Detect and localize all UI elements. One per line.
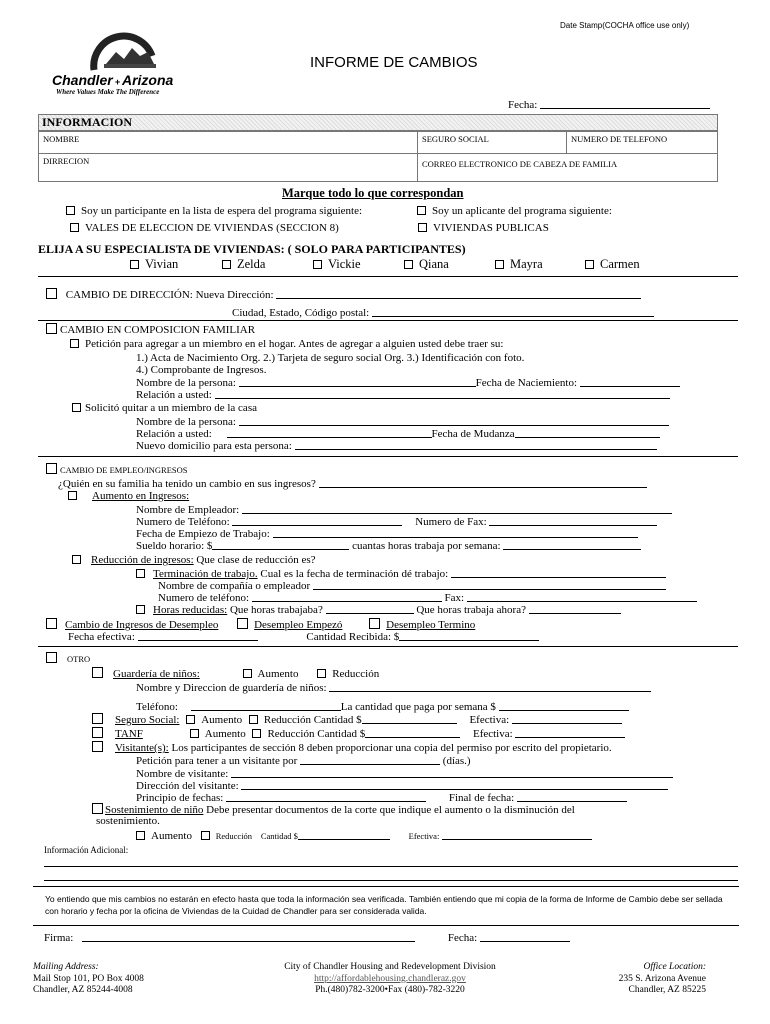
logo-wordmark — [52, 72, 173, 88]
fax2-label: Fax: — [444, 592, 465, 604]
quitar-row[interactable] — [72, 402, 257, 414]
seguro-efectiva-label: Efectiva: — [469, 714, 510, 726]
guarderia-telefono-row — [136, 700, 629, 713]
specialist-qiana[interactable] — [404, 257, 449, 272]
sueldo-field[interactable] — [212, 539, 349, 550]
reduccion-checkbox[interactable] — [72, 555, 81, 564]
direccion-label: CAMBIO DE DIRECCIÓN: — [65, 289, 193, 301]
programa-aplicante[interactable] — [417, 205, 612, 217]
nombre-persona2-label: Nombre de la persona: — [136, 416, 236, 428]
mudanza-label: Fecha de Mudanza — [431, 428, 515, 440]
desempleo-termino-checkbox[interactable] — [369, 618, 380, 629]
vales-label: VALES DE ELECCION DE VIVIENDAS (SECCION 8) — [85, 222, 339, 234]
quien-row — [58, 477, 647, 490]
fecha-field[interactable] — [540, 108, 710, 109]
mayra-label: Mayra — [510, 257, 543, 271]
guarderia-nombre-label: Nombre y Direccion de guardería de niños: — [136, 682, 327, 694]
aplicante-checkbox[interactable] — [417, 206, 426, 215]
office-line1: 235 S. Arizona Avenue — [618, 973, 706, 984]
sostenimiento-efectiva-field[interactable] — [442, 829, 592, 840]
terminacion-label: Terminación de trabajo. — [153, 568, 258, 580]
efectiva-row — [68, 630, 539, 643]
empleador-field[interactable] — [242, 503, 672, 514]
informacion-header: INFORMACION — [38, 114, 718, 131]
espera-checkbox[interactable] — [66, 206, 75, 215]
composicion-checkbox[interactable] — [46, 323, 57, 334]
docs-line2: 4.) Comprobante de Ingresos. — [136, 364, 267, 376]
empleador-label: Nombre de Empleador: — [136, 504, 240, 516]
otro-checkbox[interactable] — [46, 652, 57, 663]
vivian-checkbox[interactable] — [130, 260, 139, 269]
visitante-row[interactable] — [92, 741, 612, 754]
quien-label: ¿Quién en su familia ha tenido un cambio en sus ingresos? — [58, 478, 316, 490]
seguro-cantidad-field[interactable] — [362, 713, 457, 724]
direccion-cell[interactable]: DIRRECION — [39, 154, 418, 182]
reduccion-label: Reducción de ingresos: — [91, 554, 194, 566]
nueva-direccion-label: Nueva Dirección: — [195, 289, 274, 301]
trabajaba-label: Que horas trabajaba? — [229, 604, 323, 616]
relacion-row — [136, 388, 670, 401]
firma-label: Firma: — [44, 932, 74, 944]
office-location — [619, 962, 706, 997]
guarderia-telefono-field[interactable] — [191, 700, 341, 711]
relacion2-field[interactable] — [227, 427, 432, 438]
qiana-checkbox[interactable] — [404, 260, 413, 269]
zelda-label: Zelda — [237, 257, 266, 271]
mailing-title: Mailing Address: — [33, 962, 99, 972]
compania-label: Nombre de compañía o empleador — [158, 580, 311, 592]
visitante-text: Los participantes de sección 8 deben proporcionar una copia del permiso por escrito del propietario. — [171, 742, 612, 754]
guarderia-checkbox[interactable] — [92, 667, 103, 678]
sostenimiento-reduccion-checkbox[interactable] — [201, 831, 210, 840]
tanf-row[interactable] — [92, 727, 625, 740]
carmen-checkbox[interactable] — [585, 260, 594, 269]
desempleo-termino-label: Desempleo Termino — [386, 619, 476, 631]
logo-tagline: Where Values Make The Difference — [56, 88, 160, 96]
mayra-checkbox[interactable] — [495, 260, 504, 269]
reduccion-row[interactable] — [72, 554, 316, 566]
horas-reducidas-checkbox[interactable] — [136, 605, 145, 614]
programa-publicas[interactable] — [418, 222, 549, 234]
informacion-table — [38, 131, 718, 182]
sostenimiento-text: Debe presentar documentos de la corte que indique el aumento o la disminución del — [206, 804, 575, 816]
relacion-label: Relación a usted: — [136, 389, 212, 401]
logo-separator: + — [114, 77, 120, 87]
horas-semana-label: cuantas horas trabaja por semana: — [352, 540, 501, 552]
trabajaba-field[interactable] — [326, 603, 414, 614]
nombre-visitante-label: Nombre de visitante: — [136, 768, 229, 780]
tanf-efectiva-field[interactable] — [515, 727, 625, 738]
espera-label: Soy un participante en la lista de espera del programa siguiente: — [81, 205, 363, 217]
tanf-aumento-label: Aumento — [204, 728, 246, 740]
docs-line1: 1.) Acta de Nacimiento Org. 2.) Tarjeta de seguro social Org. 3.) Identificación con foto. — [136, 352, 525, 364]
guarderia-telefono-label: Teléfono: — [136, 701, 178, 713]
guarderia-aumento-label: Aumento — [257, 668, 299, 680]
nombre-visitante-field[interactable] — [231, 767, 673, 778]
otro-row[interactable] — [46, 652, 90, 664]
direccion-row[interactable] — [46, 288, 641, 301]
division-name: City of Chandler Housing and Redevelopment Division — [284, 962, 496, 972]
telefono2-label: Numero de teléfono: — [158, 592, 250, 604]
seguro-social-checkbox[interactable] — [92, 713, 103, 724]
info-adicional-line1[interactable] — [44, 866, 738, 867]
vickie-label: Vickie — [328, 257, 361, 271]
logo-emblem-icon — [44, 26, 204, 74]
seguro-social-row[interactable] — [92, 713, 622, 726]
final-label: Final de fecha: — [448, 792, 515, 804]
correo-cell[interactable]: CORREO ELECTRONICO DE CABEZA DE FAMILIA — [418, 154, 718, 182]
nombre-cell[interactable]: NOMBRE — [39, 132, 418, 154]
firma-fecha-label: Fecha: — [447, 932, 478, 944]
qiana-label: Qiana — [419, 257, 449, 271]
ciudad-field[interactable] — [372, 306, 654, 317]
visitante-peticion-row — [136, 754, 471, 767]
visitante-checkbox[interactable] — [92, 741, 103, 752]
compania-field[interactable] — [313, 579, 666, 590]
fecha-label: Fecha: — [508, 99, 538, 111]
mudanza-field[interactable] — [515, 427, 660, 438]
guarderia-nombre-row — [136, 681, 651, 694]
cantidad-paga-label: La cantidad que paga por semana $ — [340, 701, 496, 713]
empleo-label: CAMBIO DE EMPLEO/INGRESOS — [60, 465, 188, 475]
principio-field[interactable] — [226, 791, 426, 802]
footer-center — [240, 962, 540, 997]
chandler-logo — [44, 26, 204, 96]
fax-field[interactable] — [489, 515, 657, 526]
seguro-social-label: Seguro Social: — [115, 714, 180, 726]
sueldo-label: Sueldo horario: $ — [136, 540, 213, 552]
domicilio-label: Nuevo domicilio para esta persona: — [136, 440, 292, 452]
empleo-row[interactable] — [46, 463, 188, 475]
quitar-checkbox[interactable] — [72, 403, 81, 412]
desempleo-label: Cambio de Ingresos de Desempleo — [65, 619, 219, 631]
dir-visitante-field[interactable] — [241, 779, 668, 790]
tanf-checkbox[interactable] — [92, 727, 103, 738]
info-adicional-line2[interactable] — [44, 880, 738, 881]
sostenimiento-row[interactable] — [92, 803, 575, 816]
terminacion-field[interactable] — [451, 567, 666, 578]
tanf-cantidad-field[interactable] — [365, 727, 460, 738]
fax-label: Numero de Fax: — [415, 516, 487, 528]
quien-field[interactable] — [319, 477, 647, 488]
specialist-vickie[interactable] — [313, 257, 361, 272]
office-title: Office Location: — [643, 962, 706, 972]
specialist-carmen[interactable] — [585, 257, 640, 272]
final-field[interactable] — [517, 791, 627, 802]
logo-state: Arizona — [121, 72, 174, 88]
divider — [38, 646, 738, 647]
sostenimiento-reduccion-label: Reducción — [215, 831, 253, 841]
efectiva-label: Fecha efectiva: — [68, 631, 135, 643]
divider — [38, 456, 738, 457]
sostenimiento-opciones-row — [136, 829, 592, 842]
date-stamp-label: Date Stamp(COCHA office use only) — [560, 21, 690, 30]
divider — [38, 320, 738, 321]
guarderia-reduccion-label: Reducción — [332, 668, 380, 680]
fax2-field[interactable] — [467, 591, 697, 602]
guarderia-label: Guardería de niños: — [113, 668, 200, 680]
ahora-field[interactable] — [529, 603, 621, 614]
quitar-label: Solicitó quitar a un miembro de la casa — [85, 402, 257, 414]
telefono-label: Numero de Teléfono: — [136, 516, 230, 528]
firma-fecha-field[interactable] — [480, 931, 570, 942]
tanf-efectiva-label: Efectiva: — [472, 728, 513, 740]
carmen-label: Carmen — [600, 257, 640, 271]
visitante-peticion-label: Petición para tener a un visitante por — [136, 755, 298, 767]
seguro-efectiva-field[interactable] — [512, 713, 622, 724]
seguro-reduccion-label: Reducción — [263, 714, 311, 726]
cual-label: Cual es la fecha de terminación dé trabajo: — [260, 568, 449, 580]
recibida-label: Cantidad Recibida: $ — [306, 631, 400, 643]
sueldo-row — [136, 539, 641, 552]
sostenimiento-checkbox[interactable] — [92, 803, 103, 814]
mailing-address — [33, 962, 144, 997]
otro-label: OTRO — [67, 654, 91, 664]
nueva-direccion-field[interactable] — [276, 288, 641, 299]
firma-row — [44, 931, 570, 944]
horas-reducidas-label: Horas reducidas: — [153, 604, 228, 616]
direccion-checkbox[interactable] — [46, 288, 57, 299]
seguro-social-cell[interactable]: SEGURO SOCIAL — [418, 132, 567, 154]
specialist-vivian[interactable] — [130, 257, 178, 272]
vales-checkbox[interactable] — [70, 223, 79, 232]
tanf-cantidad-label: Cantidad $ — [317, 728, 366, 740]
sostenimiento-cantidad-label: Cantidad $ — [260, 831, 298, 841]
nombre-persona-field[interactable] — [239, 376, 476, 387]
empiezo-field[interactable] — [273, 527, 638, 538]
terminacion-checkbox[interactable] — [136, 569, 145, 578]
seguro-reduccion-checkbox[interactable] — [249, 715, 258, 724]
sostenimiento-text2: sostenimiento. — [96, 815, 160, 827]
publicas-label: VIVIENDAS PUBLICAS — [433, 222, 549, 234]
composicion-row[interactable] — [46, 323, 255, 336]
entiendo-text: Yo entiendo que mis cambios no estarán en efecto hasta que toda la información sea verificada. También entiendo que mi copia de la forma de Informe de Cambio debe ser sellada con horario y fecha por la oficina de Viviendas de la Cuidad de Chandler para ser considerada valida. — [45, 894, 723, 916]
aumento-ingresos-row[interactable] — [68, 490, 189, 502]
fecha-nacimiento-field[interactable] — [580, 376, 680, 387]
cantidad-paga-field[interactable] — [499, 700, 629, 711]
specialist-zelda[interactable] — [222, 257, 265, 272]
tanf-reduccion-label: Reducción — [267, 728, 315, 740]
empiezo-label: Fecha de Empiezo de Trabajo: — [136, 528, 270, 540]
tanf-reduccion-checkbox[interactable] — [252, 729, 261, 738]
nombre-persona2-field[interactable] — [239, 415, 669, 426]
website-link[interactable]: http://affordablehousing.chandleraz.gov — [314, 973, 466, 984]
relacion2-label: Relación a usted: — [136, 428, 212, 440]
composicion-label: CAMBIO EN COMPOSICION FAMILIAR — [60, 324, 256, 336]
specialist-mayra[interactable] — [495, 257, 543, 272]
guarderia-aumento-checkbox[interactable] — [243, 669, 252, 678]
ciudad-label: Ciudad, Estado, Código postal: — [232, 307, 370, 319]
page-title: INFORME DE CAMBIOS — [310, 54, 478, 71]
visitante-label: Visitante(s): — [115, 742, 169, 754]
firma-field[interactable] — [82, 931, 415, 942]
mailing-line2: Chandler, AZ 85244-4008 — [33, 985, 133, 995]
ciudad-row — [232, 306, 654, 319]
aumento-ingresos-label: Aumento en Ingresos: — [92, 490, 190, 502]
relacion-field[interactable] — [215, 388, 670, 399]
clase-label: Que clase de reducción es? — [196, 554, 316, 566]
peticion-checkbox[interactable] — [70, 339, 79, 348]
tanf-label: TANF — [115, 728, 143, 740]
nombre-persona-label: Nombre de la persona: — [136, 377, 236, 389]
telefono-field[interactable] — [232, 515, 402, 526]
domicilio-row — [136, 439, 657, 452]
seguro-cantidad-label: Cantidad $ — [313, 714, 362, 726]
ahora-label: Que horas trabaja ahora? — [416, 604, 526, 616]
desempleo-empezo-checkbox[interactable] — [237, 618, 248, 629]
telefono2-field[interactable] — [252, 591, 442, 602]
desempleo-checkbox[interactable] — [46, 618, 57, 629]
logo-name: Chandler — [52, 72, 113, 88]
domicilio-field[interactable] — [295, 439, 657, 450]
info-adicional-label: Información Adicional: — [44, 845, 129, 855]
visitante-dias-label: (días.) — [442, 755, 471, 767]
guarderia-nombre-field[interactable] — [329, 681, 651, 692]
programa-espera[interactable] — [66, 205, 362, 217]
principio-label: Principio de fechas: — [136, 792, 224, 804]
mailing-line1: Mail Stop 101, PO Box 4008 — [33, 973, 144, 984]
recibida-field[interactable] — [399, 630, 539, 641]
aplicante-label: Soy un aplicante del programa siguiente: — [432, 205, 612, 217]
vivian-label: Vivian — [145, 257, 179, 271]
guarderia-row[interactable] — [92, 667, 379, 680]
sostenimiento-cantidad-field[interactable] — [298, 829, 390, 840]
empleo-checkbox[interactable] — [46, 463, 57, 474]
desempleo-empezo-label: Desempleo Empezó — [254, 619, 343, 631]
telefono-cell[interactable]: NUMERO DE TELEFONO — [567, 132, 718, 154]
divider — [38, 276, 738, 277]
sostenimiento-aumento-checkbox[interactable] — [136, 831, 145, 840]
peticion-row[interactable] — [70, 338, 503, 350]
phone-fax: Ph.(480)782-3200•Fax (480)-782-3220 — [315, 985, 465, 995]
dir-visitante-label: Dirección del visitante: — [136, 780, 239, 792]
sostenimiento-aumento-label: Aumento — [151, 830, 192, 842]
vickie-checkbox[interactable] — [313, 260, 322, 269]
zelda-checkbox[interactable] — [222, 260, 231, 269]
sostenimiento-label: Sostenimiento de niño — [105, 804, 204, 816]
sostenimiento-efectiva-label: Efectiva: — [408, 831, 440, 841]
horas-semana-field[interactable] — [503, 539, 641, 550]
marque-heading: Marque todo lo que correspondan — [282, 186, 464, 200]
efectiva-field[interactable] — [138, 630, 258, 641]
seguro-aumento-checkbox[interactable] — [186, 715, 195, 724]
aumento-ingresos-checkbox[interactable] — [68, 491, 77, 500]
seguro-aumento-label: Aumento — [201, 714, 243, 726]
guarderia-reduccion-checkbox[interactable] — [317, 669, 326, 678]
programa-vales[interactable] — [70, 222, 339, 234]
office-line2: Chandler, AZ 85225 — [628, 985, 706, 995]
informacion-section — [38, 114, 718, 182]
visitante-dias-field[interactable] — [300, 754, 440, 765]
fecha-nacimiento-label: Fecha de Naciemiento: — [475, 377, 578, 389]
publicas-checkbox[interactable] — [418, 223, 427, 232]
peticion-label: Petición para agregar a un miembro en el hogar. Antes de agregar a alguien usted debe traer su: — [85, 338, 504, 350]
horas-reducidas-row[interactable] — [136, 603, 621, 616]
elija-heading: ELIJA A SU ESPECIALISTA DE VIVIENDAS: ( SOLO PARA PARTICIPANTES) — [38, 242, 466, 256]
entiendo-box — [33, 886, 739, 926]
tanf-aumento-checkbox[interactable] — [190, 729, 199, 738]
